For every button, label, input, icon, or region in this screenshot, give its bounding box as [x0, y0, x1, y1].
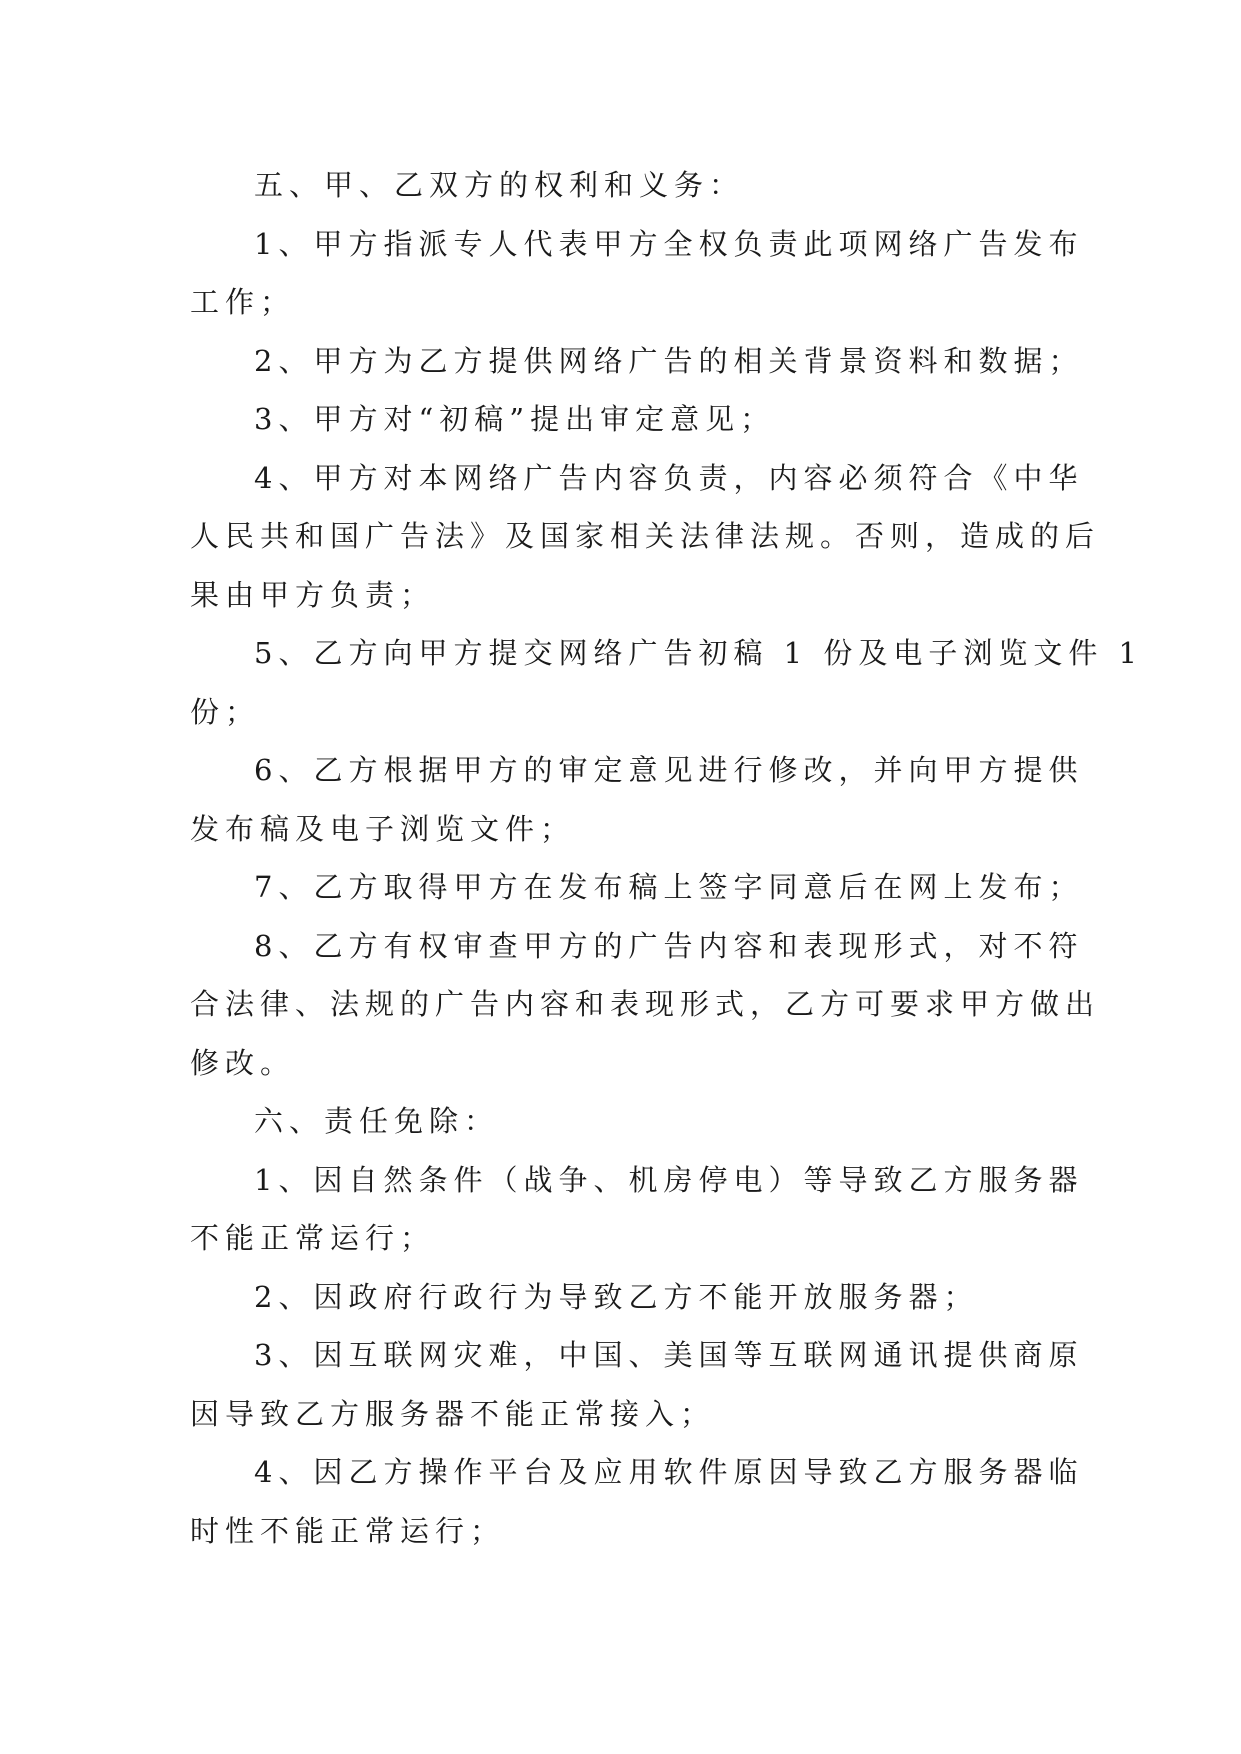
- paragraph-line: 8、乙方有权审查甲方的广告内容和表现形式，对不符: [254, 928, 1084, 963]
- paragraph-line: 时性不能正常运行；: [190, 1513, 506, 1548]
- paragraph-line: 3、甲方对“初稿”提出审定意见；: [254, 402, 776, 436]
- paragraph-line: 4、因乙方操作平台及应用软件原因导致乙方服务器临: [254, 1455, 1084, 1489]
- paragraph-line: 份；: [190, 694, 261, 729]
- document-body: [190, 156, 1144, 1560]
- paragraph-line: 因导致乙方服务器不能正常接入；: [190, 1396, 716, 1431]
- paragraph-line: 修改。: [190, 1045, 296, 1080]
- paragraph-line: 5、乙方向甲方提交网络广告初稿 1 份及电子浏览文件 1: [254, 636, 1144, 670]
- paragraph-line: 4、甲方对本网络广告内容负责，内容必须符合《中华: [254, 460, 1084, 495]
- paragraph-line: 发布稿及电子浏览文件；: [190, 811, 576, 846]
- paragraph-line: 果由甲方负责；: [190, 577, 436, 612]
- paragraph-line: 3、因互联网灾难，中国、美国等互联网通讯提供商原: [254, 1338, 1084, 1372]
- paragraph-line: 1、甲方指派专人代表甲方全权负责此项网络广告发布: [254, 226, 1084, 261]
- paragraph-line: 2、因政府行政行为导致乙方不能开放服务器；: [254, 1279, 979, 1314]
- paragraph-line: 人民共和国广告法》及国家相关法律法规。否则，造成的后: [190, 519, 1101, 553]
- section-heading-exemption: 六、责任免除：: [254, 1104, 500, 1138]
- section-heading-rights: 五、甲、乙双方的权利和义务：: [254, 168, 745, 202]
- paragraph-line: 工作；: [190, 285, 296, 319]
- paragraph-line: 1、因自然条件（战争、机房停电）等导致乙方服务器: [254, 1162, 1084, 1197]
- paragraph-line: 2、甲方为乙方提供网络广告的相关背景资料和数据；: [254, 343, 1084, 378]
- paragraph-line: 7、乙方取得甲方在发布稿上签字同意后在网上发布；: [254, 870, 1084, 904]
- paragraph-line: 合法律、法规的广告内容和表现形式，乙方可要求甲方做出: [190, 987, 1101, 1021]
- paragraph-line: 不能正常运行；: [190, 1221, 436, 1255]
- paragraph-line: 6、乙方根据甲方的审定意见进行修改，并向甲方提供: [254, 753, 1084, 787]
